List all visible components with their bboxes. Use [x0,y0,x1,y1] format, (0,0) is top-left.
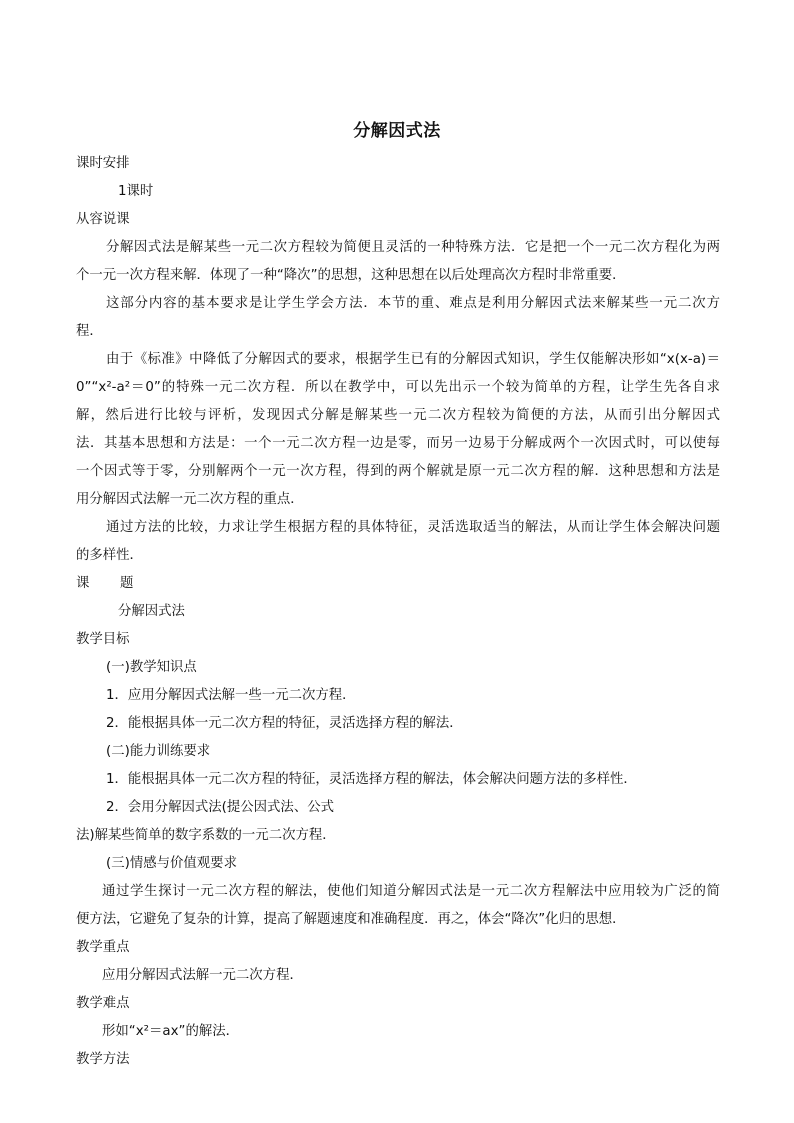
topic-value: 分解因式法 [118,604,185,619]
key-point-value: 应用分解因式法解一元二次方程． [102,968,303,983]
topic-heading [76,570,720,598]
intro-paragraph-3-line-5: 一个因式等于零，分别解两个一元一次方程，得到的两个解就是原一元二次方程的解．这种思想和方法是 [76,464,720,479]
intro-paragraph-4-line-2: 的多样性． [76,548,143,563]
intro-paragraph-3-line-4: 法．其基本思想和方法是：一个一元二次方程一边是零，而另一边易于分解成两个一次因式时，可以使每 [76,436,720,451]
objective-3-line-2: 便方法，它避免了复杂的计算，提高了解题速度和准确程度．再之，体会“降次”化归的思想． [76,912,626,927]
intro-paragraph-2-line-1: 这部分内容的基本要求是让学生学会方法．本节的重、难点是利用分解因式法来解某些一元二次方 [106,296,720,311]
intro-paragraph-3-line-2: 0”“x²-a²＝0”的特殊一元二次方程．所以在教学中，可以先出示一个较为简单的方程，让学生先各自求 [76,380,720,395]
schedule-heading: 课时安排 [76,156,130,171]
objective-3-heading: (三)情感与价值观要求 [106,856,237,871]
intro-paragraph-3-line-6: 用分解因式法解一元二次方程的重点． [76,492,304,507]
schedule-value: 1课时 [118,184,154,199]
objective-1-item-2: 2．能根据具体一元二次方程的特征，灵活选择方程的解法． [106,716,463,731]
intro-paragraph-3-line-3: 解，然后进行比较与评析，发现因式分解是解某些一元二次方程较为简便的方法，从而引出分解因式 [76,408,720,423]
difficulty-value: 形如“x²＝ax”的解法． [102,1024,240,1039]
key-point-heading: 教学重点 [76,940,130,955]
document-body [76,150,720,1074]
objective-1-item-1: 1．应用分解因式法解一些一元二次方程． [106,688,356,703]
objective-2-heading: (二)能力训练要求 [106,744,211,759]
objective-2-item-1: 1．能根据具体一元二次方程的特征，灵活选择方程的解法，体会解决问题方法的多样性． [106,772,637,787]
objective-1-heading: (一)教学知识点 [106,660,197,675]
difficulty-heading: 教学难点 [76,996,130,1011]
intro-paragraph-1-line-2: 个一元一次方程来解．体现了一种“降次”的思想，这种思想在以后处理高次方程时非常重要． [76,268,626,283]
method-heading: 教学方法 [76,1052,130,1067]
topic-heading-char-2: 题 [120,576,134,591]
intro-paragraph-3-line-1: 由于《标准》中降低了分解因式的要求，根据学生已有的分解因式知识，学生仅能解决形如“x(x-a)＝ [106,352,720,367]
intro-paragraph-2-line-2: 程． [76,324,103,339]
intro-paragraph-4-line-1: 通过方法的比较，力求让学生根据方程的具体特征，灵活选取适当的解法，从而让学生体会解决问题 [106,520,720,535]
objective-2-item-2-line-1: 2．会用分解因式法(提公因式法、公式 [106,800,334,815]
objective-3-line-1: 通过学生探讨一元二次方程的解法，使他们知道分解因式法是一元二次方程解法中应用较为广泛的简 [102,884,720,899]
topic-heading-char-1: 课 [76,576,90,591]
intro-paragraph-1-line-1: 分解因式法是解某些一元二次方程较为简便且灵活的一种特殊方法．它是把一个一元二次方程化为两 [106,240,720,255]
objectives-heading: 教学目标 [76,632,130,647]
document-title: 分解因式法 [353,121,441,141]
intro-heading: 从容说课 [76,212,130,227]
objective-2-item-2-line-2: 法)解某些简单的数字系数的一元二次方程． [76,828,336,843]
